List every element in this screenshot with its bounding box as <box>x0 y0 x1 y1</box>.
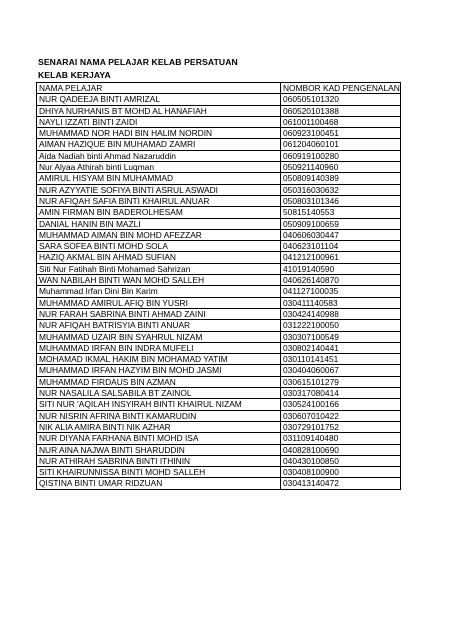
student-name-cell: SITI NUR 'AQILAH INSYIRAH BINTI KHAIRUL NIZAM <box>37 399 281 410</box>
table-row <box>37 410 401 421</box>
student-table <box>36 82 401 490</box>
ic-number-cell: 060520101388 <box>281 105 401 116</box>
table-row <box>37 320 401 331</box>
student-name-cell: MUHAMMAD AIMAN BIN MOHD AFEZZAR <box>37 229 281 240</box>
student-name-cell: SITI KHAIRUNNISSA BINTI MOHD SALLEH <box>37 467 281 478</box>
table-row <box>37 241 401 252</box>
table-row <box>37 342 401 353</box>
student-name-cell: Siti Nur Fatihah Binti Mohamad Sahrizan <box>37 263 281 274</box>
ic-number-cell: 040626140870 <box>281 275 401 286</box>
student-name-cell: NUR AFIQAH SAFIA BINTI KHAIRUL ANUAR <box>37 195 281 206</box>
ic-number-cell: 030110141451 <box>281 354 401 365</box>
table-row <box>37 252 401 263</box>
club-name: KELAB KERJAYA <box>38 70 111 80</box>
student-name-cell: AIMAN HAZIQUE BIN MUHAMAD ZAMRI <box>37 139 281 150</box>
ic-number-cell: 040430100850 <box>281 455 401 466</box>
ic-number-cell: 060919100280 <box>281 150 401 161</box>
table-row <box>37 139 401 150</box>
student-name-cell: MUHAMMAD UZAIR BIN SYAHRUL NIZAM <box>37 331 281 342</box>
table-row <box>37 173 401 184</box>
ic-number-cell: 030413140472 <box>281 478 401 489</box>
table-row <box>37 433 401 444</box>
student-name-cell: NIK ALIA AMIRA BINTI NIK AZHAR <box>37 421 281 432</box>
student-name-cell: NUR FARAH SABRINA BINTI AHMAD ZAINI <box>37 308 281 319</box>
ic-number-cell: 061204060101 <box>281 139 401 150</box>
table-row <box>37 308 401 319</box>
student-name-cell: NUR NISRIN AFRINA BINTI KAMARUDIN <box>37 410 281 421</box>
table-row <box>37 128 401 139</box>
ic-number-cell: 031222100050 <box>281 320 401 331</box>
ic-number-cell: 030615101279 <box>281 376 401 387</box>
table-row <box>37 421 401 432</box>
table-row <box>37 94 401 105</box>
ic-number-cell: 030408100900 <box>281 467 401 478</box>
table-row <box>37 388 401 399</box>
table-header-row <box>37 83 401 94</box>
student-name-cell: Aida Nadiah binti Ahmad Nazaruddin <box>37 150 281 161</box>
table-row <box>37 444 401 455</box>
student-name-cell: NUR AINA NAJWA BINTI SHARUDDIN <box>37 444 281 455</box>
table-row <box>37 207 401 218</box>
student-name-cell: Nur Alyaa Athirah binti Luqman <box>37 162 281 173</box>
student-name-cell: NUR AFIQAH BATRISYIA BINTI ANUAR <box>37 320 281 331</box>
ic-number-cell: 061001100468 <box>281 116 401 127</box>
ic-number-cell: 060923100451 <box>281 128 401 139</box>
ic-number-cell: 050803101346 <box>281 195 401 206</box>
table-row <box>37 354 401 365</box>
student-name-cell: Muhammad Irfan Dini Bin Karim <box>37 286 281 297</box>
document-title: SENARAI NAMA PELAJAR KELAB PERSATUAN <box>38 57 238 67</box>
student-name-cell: AMIRUL HISYAM BIN MUHAMMAD <box>37 173 281 184</box>
table-row <box>37 263 401 274</box>
student-name-cell: QISTINA BINTI UMAR RIDZUAN <box>37 478 281 489</box>
student-name-cell: AMIN FIRMAN BIN BADEROLHESAM <box>37 207 281 218</box>
table-row <box>37 467 401 478</box>
ic-number-cell: 030607010422 <box>281 410 401 421</box>
ic-number-cell: 041127100035 <box>281 286 401 297</box>
table-row <box>37 365 401 376</box>
student-name-cell: NUR NASALILA SALSABILA BT ZAINOL <box>37 388 281 399</box>
header-student-name: NAMA PELAJAR <box>37 83 281 94</box>
table-row <box>37 150 401 161</box>
student-name-cell: MUHAMMAD FIRDAUS BIN AZMAN <box>37 376 281 387</box>
table-row <box>37 455 401 466</box>
student-name-cell: DANIAL HANIN BIN MAZLI <box>37 218 281 229</box>
ic-number-cell: 050921140960 <box>281 162 401 173</box>
ic-number-cell: 060505101320 <box>281 94 401 105</box>
table-row <box>37 229 401 240</box>
table-row <box>37 195 401 206</box>
table-row <box>37 218 401 229</box>
table-row <box>37 376 401 387</box>
header-ic-number: NOMBOR KAD PENGENALAN <box>281 83 401 94</box>
ic-number-cell: 030411140583 <box>281 297 401 308</box>
ic-number-cell: 041212100961 <box>281 252 401 263</box>
student-name-cell: DHIYA NURHANIS BT MOHD AL HANAFIAH <box>37 105 281 116</box>
student-name-cell: MUHAMMAD IRFAN HAZYIM BIN MOHD JASMI <box>37 365 281 376</box>
student-name-cell: MUHAMMAD NOR HADI BIN HALIM NORDIN <box>37 128 281 139</box>
table-row <box>37 286 401 297</box>
ic-number-cell: 030307100549 <box>281 331 401 342</box>
student-name-cell: SARA SOFEA BINTI MOHD SOLA <box>37 241 281 252</box>
student-name-cell: NUR ATHIRAH SABRINA BINTI ITHININ <box>37 455 281 466</box>
student-name-cell: HAZIQ AKMAL BIN AHMAD SUFIAN <box>37 252 281 263</box>
student-table-body <box>37 83 401 490</box>
ic-number-cell: 50815140553 <box>281 207 401 218</box>
ic-number-cell: 030424140988 <box>281 308 401 319</box>
student-name-cell: MOHAMAD IKMAL HAKIM BIN MOHAMAD YATIM <box>37 354 281 365</box>
ic-number-cell: 040623101104 <box>281 241 401 252</box>
table-row <box>37 331 401 342</box>
ic-number-cell: 050316030632 <box>281 184 401 195</box>
table-row <box>37 184 401 195</box>
student-name-cell: MUHAMMAD IRFAN BIN INDRA MUFELI <box>37 342 281 353</box>
ic-number-cell: 030524100166 <box>281 399 401 410</box>
table-row <box>37 105 401 116</box>
ic-number-cell: 030729101752 <box>281 421 401 432</box>
student-name-cell: NUR QADEEJA BINTI AMRIZAL <box>37 94 281 105</box>
ic-number-cell: 050909100659 <box>281 218 401 229</box>
table-row <box>37 478 401 489</box>
ic-number-cell: 030317080414 <box>281 388 401 399</box>
ic-number-cell: 040606030447 <box>281 229 401 240</box>
table-row <box>37 297 401 308</box>
student-name-cell: MUHAMMAD AMIRUL AFIQ BIN YUSRI <box>37 297 281 308</box>
table-row <box>37 162 401 173</box>
ic-number-cell: 040828100690 <box>281 444 401 455</box>
ic-number-cell: 030404060067 <box>281 365 401 376</box>
table-row <box>37 116 401 127</box>
ic-number-cell: 41019140590 <box>281 263 401 274</box>
student-name-cell: NUR AZYYATIE SOFIYA BINTI ASRUL ASWADI <box>37 184 281 195</box>
student-name-cell: NUR DIYANA FARHANA BINTI MOHD ISA <box>37 433 281 444</box>
student-name-cell: NAYLI IZZATI BINTI ZAIDI <box>37 116 281 127</box>
ic-number-cell: 031109140480 <box>281 433 401 444</box>
table-row <box>37 399 401 410</box>
table-row <box>37 275 401 286</box>
ic-number-cell: 030802140441 <box>281 342 401 353</box>
ic-number-cell: 050809140389 <box>281 173 401 184</box>
student-name-cell: WAN NABILAH BINTI WAN MOHD SALLEH <box>37 275 281 286</box>
